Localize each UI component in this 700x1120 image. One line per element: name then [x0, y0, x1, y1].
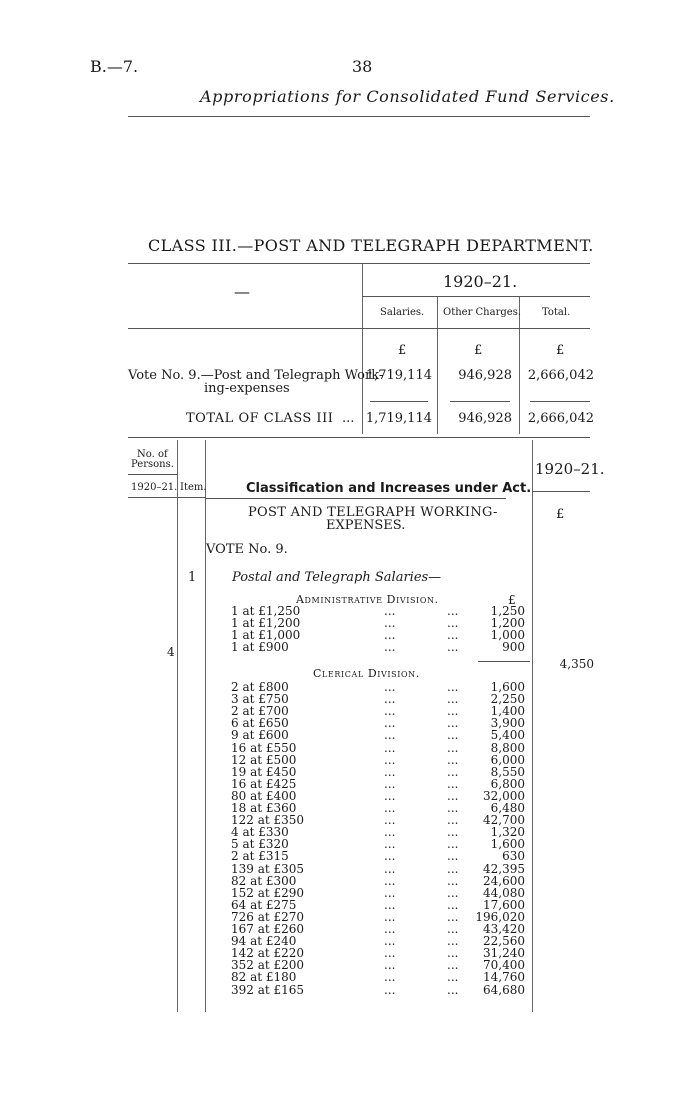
dot-leader: ... [384, 788, 396, 803]
dot-leader: ... [384, 716, 396, 731]
dot-leader: ... [384, 897, 396, 912]
clerical-label: 2 at £700 [231, 704, 289, 719]
dot-leader: ... [384, 704, 396, 719]
dot-leader: ... [384, 873, 396, 888]
dot-leader: ... [447, 776, 459, 791]
dot-leader: ... [384, 752, 396, 767]
clerical-amount: 196,020 [475, 909, 525, 924]
admin-amount: 1,250 [490, 604, 525, 618]
clerical-amount: 6,480 [490, 801, 525, 815]
header-rule [128, 116, 590, 117]
dot-leader: ... [447, 640, 459, 654]
dot-leader: ... [384, 640, 396, 654]
col-total: Total. [542, 307, 571, 318]
item-number: 1 [188, 570, 197, 585]
classification-rule [206, 498, 506, 499]
dot-leader: ... [447, 849, 459, 864]
admin-label: 1 at £1,250 [231, 604, 301, 618]
dot-leader: ... [384, 934, 396, 949]
dot-leader: ... [447, 801, 459, 815]
clerical-label: 2 at £315 [231, 849, 289, 864]
admin-amount: 1,000 [490, 628, 525, 642]
dot-leader: ... [384, 861, 396, 876]
dot-leader: ... [447, 604, 459, 618]
classification-heading: Classification and Increases under Act. [246, 481, 532, 496]
currency-other: £ [474, 343, 483, 358]
admin-persons: 4 [167, 645, 175, 659]
admin-total: 4,350 [559, 657, 594, 671]
admin-division-heading: Administrative Division. [296, 593, 439, 606]
dot-leader: ... [447, 788, 459, 803]
col-salaries: Salaries. [380, 307, 425, 318]
admin-amount: 900 [502, 640, 525, 654]
clerical-amount: 32,000 [483, 788, 525, 803]
clerical-amount: 2,250 [490, 692, 525, 707]
clerical-label: 4 at £330 [231, 825, 289, 840]
dot-leader: ... [447, 885, 459, 900]
clerical-label: 139 at £305 [231, 861, 305, 876]
class-dash: — [234, 282, 250, 301]
clerical-amount: 43,420 [483, 922, 525, 936]
clerical-label: 9 at £600 [231, 728, 289, 743]
vote-total: 2,666,042 [527, 368, 594, 383]
clerical-amount: 24,600 [483, 873, 525, 888]
year-right: 1920–21. [535, 460, 605, 478]
dot-leader: ... [447, 873, 459, 888]
dot-leader: ... [447, 934, 459, 949]
clerical-label: 142 at £220 [231, 946, 305, 961]
year-right-rule [532, 491, 590, 492]
sub-heading: POST AND TELEGRAPH WORKING- [248, 505, 498, 520]
clerical-division-heading: Clerical Division. [313, 667, 420, 680]
dot-leader: ... [447, 897, 459, 912]
dot-leader: ... [384, 801, 396, 815]
vote-label: Vote No. 9.—Post and Telegraph Work- [128, 368, 384, 383]
total-label: TOTAL OF CLASS III [186, 411, 334, 426]
clerical-amount: 70,400 [483, 958, 525, 973]
persons-rule [128, 474, 177, 475]
dot-leader: ... [447, 958, 459, 973]
dot-leader: ... [384, 825, 396, 840]
col-other-charges: Other Charges. [443, 307, 521, 318]
dot-leader: ... [384, 982, 396, 997]
clerical-label: 392 at £165 [231, 982, 305, 997]
dot-leader: ... [384, 958, 396, 973]
clerical-amount: 8,550 [490, 764, 525, 779]
clerical-label: 122 at £350 [231, 813, 305, 828]
clerical-amount: 31,240 [483, 946, 525, 961]
clerical-label: 12 at £500 [231, 752, 297, 767]
dot-leader: ... [384, 885, 396, 900]
clerical-amount: 1,600 [490, 837, 525, 852]
clerical-amount: 630 [502, 849, 525, 864]
total-dots: ... [342, 411, 355, 426]
dot-leader: ... [447, 728, 459, 743]
admin-label: 1 at £1,000 [231, 628, 301, 642]
dot-leader: ... [447, 764, 459, 779]
currency-total: £ [556, 343, 565, 358]
clerical-amount: 8,800 [490, 740, 525, 755]
dot-leader: ... [384, 946, 396, 961]
item-title: Postal and Telegraph Salaries— [232, 570, 442, 585]
dot-leader: ... [447, 740, 459, 755]
dot-leader: ... [447, 680, 459, 694]
dot-leader: ... [384, 849, 396, 864]
clerical-label: 152 at £290 [231, 885, 305, 900]
clerical-label: 3 at £750 [231, 692, 289, 707]
clerical-label: 18 at £360 [231, 801, 297, 815]
clerical-amount: 14,760 [483, 970, 525, 985]
total-salaries: 1,719,114 [365, 411, 432, 426]
detail-top-rule [128, 437, 590, 438]
class-col-divider [362, 264, 363, 434]
clerical-amount: 64,680 [483, 982, 525, 997]
dot-leader: ... [447, 692, 459, 707]
dot-leader: ... [447, 922, 459, 936]
clerical-amount: 3,900 [490, 716, 525, 731]
dot-leader: ... [384, 776, 396, 791]
clerical-amount: 6,000 [490, 752, 525, 767]
total-total: 2,666,042 [527, 411, 594, 426]
clerical-label: 82 at £180 [231, 970, 297, 985]
dot-leader: ... [384, 970, 396, 985]
dot-leader: ... [384, 628, 396, 642]
dot-leader: ... [384, 813, 396, 828]
dot-leader: ... [384, 764, 396, 779]
year-rule [362, 296, 590, 297]
clerical-label: 16 at £550 [231, 740, 297, 755]
class-top-rule [128, 263, 590, 264]
item-label: Item. [180, 482, 207, 493]
clerical-label: 2 at £800 [231, 680, 289, 694]
clerical-amount: 44,080 [483, 885, 525, 900]
admin-label: 1 at £1,200 [231, 616, 301, 630]
dot-leader: ... [447, 616, 459, 630]
clerical-amount: 17,600 [483, 897, 525, 912]
persons-year: 1920–21. [131, 482, 178, 493]
persons-label: Persons. [131, 459, 174, 470]
clerical-amount: 1,600 [490, 680, 525, 694]
class-year: 1920–21. [443, 272, 518, 291]
dot-leader: ... [447, 716, 459, 731]
page-title: Appropriations for Consolidated Fund Services. [200, 87, 615, 106]
clerical-amount: 42,395 [483, 861, 525, 876]
clerical-amount: 6,800 [490, 776, 525, 791]
clerical-label: 19 at £450 [231, 764, 297, 779]
persons-label: No. of [137, 449, 168, 460]
dot-leader: ... [384, 604, 396, 618]
subtotal-rule [370, 401, 428, 402]
admin-sum-rule [478, 661, 530, 662]
clerical-label: 6 at £650 [231, 716, 289, 731]
dot-leader: ... [447, 837, 459, 852]
clerical-label: 352 at £200 [231, 958, 305, 973]
currency-salaries: £ [398, 343, 407, 358]
dot-leader: ... [447, 946, 459, 961]
class-heading: CLASS III.—POST AND TELEGRAPH DEPARTMENT. [148, 236, 594, 255]
sub-heading-cont: EXPENSES. [326, 518, 406, 533]
dot-leader: ... [447, 982, 459, 997]
detail-col-divider [532, 440, 533, 1012]
total-other: 946,928 [458, 411, 512, 426]
detail-col-divider [205, 440, 206, 1012]
dot-leader: ... [447, 704, 459, 719]
admin-amount: 1,200 [490, 616, 525, 630]
dot-leader: ... [447, 970, 459, 985]
item-header-rule [128, 497, 206, 498]
dot-leader: ... [384, 680, 396, 694]
vote-other: 946,928 [458, 368, 512, 383]
clerical-label: 82 at £300 [231, 873, 297, 888]
dot-leader: ... [447, 752, 459, 767]
clerical-label: 64 at £275 [231, 897, 297, 912]
dot-leader: ... [384, 922, 396, 936]
clerical-label: 5 at £320 [231, 837, 289, 852]
vote-label-cont: ing-expenses [204, 381, 290, 396]
class-header-rule [128, 328, 590, 329]
page-number: 38 [352, 57, 373, 76]
subtotal-rule [530, 401, 590, 402]
clerical-label: 167 at £260 [231, 922, 305, 936]
dot-leader: ... [447, 909, 459, 924]
detail-currency: £ [556, 507, 565, 522]
dot-leader: ... [384, 837, 396, 852]
clerical-label: 94 at £240 [231, 934, 297, 949]
subtotal-rule [450, 401, 510, 402]
clerical-amount: 1,400 [490, 704, 525, 719]
vote-salaries: 1,719,114 [365, 368, 432, 383]
admin-label: 1 at £900 [231, 640, 289, 654]
clerical-amount: 1,320 [490, 825, 525, 840]
dot-leader: ... [447, 825, 459, 840]
clerical-label: 726 at £270 [231, 909, 305, 924]
page-ref: B.—7. [90, 57, 139, 76]
dot-leader: ... [447, 813, 459, 828]
clerical-label: 16 at £425 [231, 776, 297, 791]
dot-leader: ... [384, 909, 396, 924]
dot-leader: ... [384, 728, 396, 743]
admin-currency: £ [508, 593, 516, 607]
clerical-amount: 22,560 [483, 934, 525, 949]
detail-col-divider [177, 440, 178, 1012]
dot-leader: ... [447, 628, 459, 642]
dot-leader: ... [384, 740, 396, 755]
clerical-amount: 5,400 [490, 728, 525, 743]
dot-leader: ... [384, 692, 396, 707]
dot-leader: ... [384, 616, 396, 630]
clerical-label: 80 at £400 [231, 788, 297, 803]
clerical-amount: 42,700 [483, 813, 525, 828]
vote-heading: VOTE No. 9. [206, 542, 288, 557]
dot-leader: ... [447, 861, 459, 876]
